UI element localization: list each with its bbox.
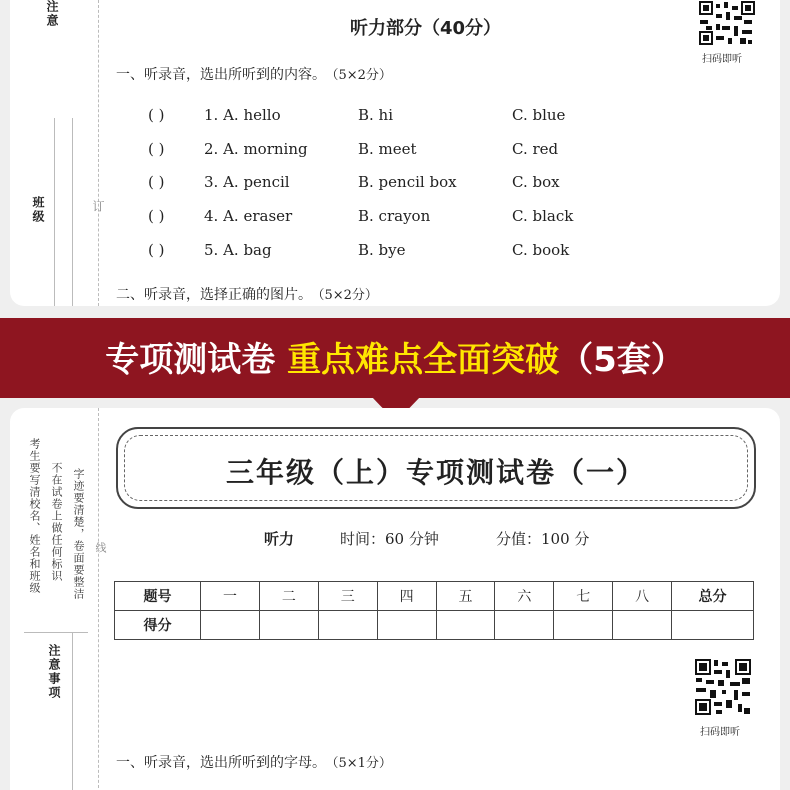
option-c: C. black <box>512 207 574 225</box>
table-header-cell: 五 <box>436 582 495 611</box>
option-b: B. hi <box>358 106 394 124</box>
scan-to-listen-label: 扫码即听 <box>702 54 742 65</box>
question-1-text: 一、听录音，选出所听到的内容。 <box>116 67 326 83</box>
binding-line <box>98 408 99 790</box>
table-row <box>115 582 754 611</box>
answer-row <box>148 207 628 231</box>
qr-code-icon[interactable] <box>694 658 752 716</box>
option-c: C. red <box>512 140 559 158</box>
question-1-heading <box>116 752 392 772</box>
option-a: 5. A. bag <box>204 241 272 259</box>
exam-time: 时间：60 分钟 <box>340 530 439 548</box>
option-a: 2. A. morning <box>204 140 308 158</box>
table-header-cell: 一 <box>201 582 260 611</box>
score-cell[interactable] <box>672 611 754 640</box>
bottom-exam-page <box>10 408 780 790</box>
side-divider <box>72 118 73 306</box>
option-b: B. crayon <box>358 207 431 225</box>
exam-title: 三年级（上）专项测试卷（一） <box>225 456 646 489</box>
score-cell[interactable] <box>495 611 554 640</box>
side-notice-label: 注意 <box>45 0 59 28</box>
answer-bracket[interactable]: ( ) <box>148 207 165 225</box>
option-c: C. box <box>512 173 560 191</box>
answer-bracket[interactable]: ( ) <box>148 173 165 191</box>
option-a: 3. A. pencil <box>204 173 290 191</box>
table-header-label: 题号 <box>115 582 201 611</box>
score-cell[interactable] <box>201 611 260 640</box>
exam-subject: 听力 <box>264 530 295 548</box>
scan-to-listen-label: 扫码即听 <box>700 727 740 738</box>
question-1-heading <box>116 64 392 84</box>
score-table <box>114 581 754 640</box>
table-header-cell: 六 <box>495 582 554 611</box>
option-c: C. book <box>512 241 570 259</box>
question-2-points: （5×2分） <box>318 288 378 303</box>
answer-row <box>148 140 628 164</box>
answer-bracket[interactable]: ( ) <box>148 241 165 259</box>
answer-bracket[interactable]: ( ) <box>148 106 165 124</box>
question-1-points: （5×2分） <box>332 68 392 83</box>
promo-banner <box>0 318 790 398</box>
side-note-2: 不在试卷上做任何标识 <box>50 462 63 582</box>
table-row <box>115 611 754 640</box>
listening-section-title: 听力部分（40分） <box>350 18 502 39</box>
banner-text-highlight: 重点难点全面突破 <box>287 340 560 380</box>
score-cell[interactable] <box>436 611 495 640</box>
table-header-cell: 七 <box>554 582 613 611</box>
option-c: C. blue <box>512 106 566 124</box>
question-1-points: （5×1分） <box>332 756 392 771</box>
score-cell[interactable] <box>613 611 672 640</box>
side-divider <box>24 632 88 633</box>
exam-score: 分值：100 分 <box>496 530 590 548</box>
side-note-3: 字迹要清楚，卷面要整洁 <box>72 468 85 600</box>
answer-bracket[interactable]: ( ) <box>148 140 165 158</box>
side-divider-vertical <box>72 632 73 790</box>
table-header-cell: 二 <box>259 582 318 611</box>
banner-headline <box>0 332 790 381</box>
qr-code-icon[interactable] <box>698 0 756 46</box>
score-cell[interactable] <box>318 611 377 640</box>
option-b: B. bye <box>358 241 406 259</box>
table-score-label: 得分 <box>115 611 201 640</box>
side-xian-label: 线 <box>94 542 107 554</box>
binding-line <box>98 0 99 306</box>
answer-row <box>148 173 628 197</box>
table-header-cell: 三 <box>318 582 377 611</box>
banner-text-white: 专项测试卷 <box>105 340 288 380</box>
top-exam-page <box>10 0 780 306</box>
question-2-heading <box>116 284 378 304</box>
class-underline <box>54 118 55 306</box>
option-b: B. pencil box <box>358 173 457 191</box>
option-a: 4. A. eraser <box>204 207 293 225</box>
score-cell[interactable] <box>377 611 436 640</box>
question-1-text: 一、听录音，选出所听到的字母。 <box>116 755 326 771</box>
exam-title-frame <box>116 427 756 509</box>
side-notice-label: 注意事项 <box>47 644 61 700</box>
table-header-cell: 四 <box>377 582 436 611</box>
side-class-label: 班级 <box>31 196 45 224</box>
banner-text-count: （5套） <box>559 340 685 380</box>
score-cell[interactable] <box>554 611 613 640</box>
option-b: B. meet <box>358 140 417 158</box>
answer-row <box>148 241 628 265</box>
score-cell[interactable] <box>259 611 318 640</box>
table-header-cell: 八 <box>613 582 672 611</box>
side-note-1: 考生要写清校名、姓名和班级 <box>28 438 41 594</box>
question-2-text: 二、听录音，选择正确的图片。 <box>116 287 312 303</box>
answer-row <box>148 106 628 130</box>
option-a: 1. A. hello <box>204 106 281 124</box>
table-header-cell: 总分 <box>672 582 754 611</box>
side-ding-label: 订 <box>91 200 105 214</box>
